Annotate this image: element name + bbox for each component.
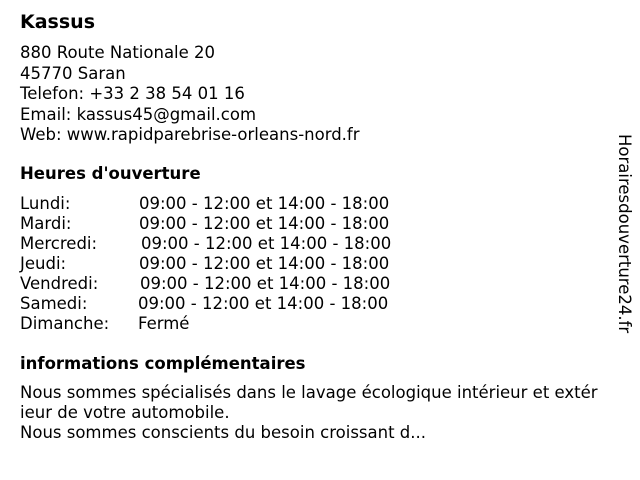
info-line: Nous sommes spécialisés dans le lavage écologique intérieur et extér [20, 383, 598, 402]
day-hours: 09:00 - 12:00 et 14:00 - 18:00 [139, 254, 390, 273]
day-label: Jeudi: [20, 254, 67, 273]
website-line: Web: www.rapidparebrise-orleans-nord.fr [20, 125, 360, 144]
address-city: 45770 Saran [20, 63, 126, 83]
info-line: ieur de votre automobile. [20, 403, 230, 422]
day-hours: 09:00 - 12:00 et 14:00 - 18:00 [141, 234, 392, 253]
opening-hours-heading: Heures d'ouverture [20, 164, 201, 183]
address-street: 880 Route Nationale 20 [20, 43, 216, 62]
day-label: Mercredi: [20, 234, 98, 253]
watermark-text: Horairesdouverture24.fr [615, 134, 634, 334]
day-label: Samedi: [20, 294, 88, 313]
watermark [612, 134, 636, 344]
info-line: Nous sommes conscients du besoin croissant d... [20, 423, 426, 442]
day-label: Lundi: [20, 194, 71, 213]
email-line: Email: kassus45@gmail.com [20, 104, 257, 124]
day-label: Mardi: [20, 214, 72, 233]
day-hours: 09:00 - 12:00 et 14:00 - 18:00 [139, 194, 390, 213]
additional-info-heading: informations complémentaires [20, 354, 306, 373]
day-hours: Fermé [138, 314, 190, 333]
day-hours: 09:00 - 12:00 et 14:00 - 18:00 [140, 274, 391, 293]
phone-line: Telefon: +33 2 38 54 01 16 [20, 84, 245, 103]
additional-info-text [20, 383, 620, 443]
day-hours: 09:00 - 12:00 et 14:00 - 18:00 [138, 294, 389, 313]
day-label: Dimanche: [20, 314, 110, 333]
business-name: Kassus [20, 11, 95, 33]
contact-block [20, 43, 360, 146]
day-hours: 09:00 - 12:00 et 14:00 - 18:00 [139, 214, 390, 233]
day-label: Vendredi: [20, 274, 99, 293]
